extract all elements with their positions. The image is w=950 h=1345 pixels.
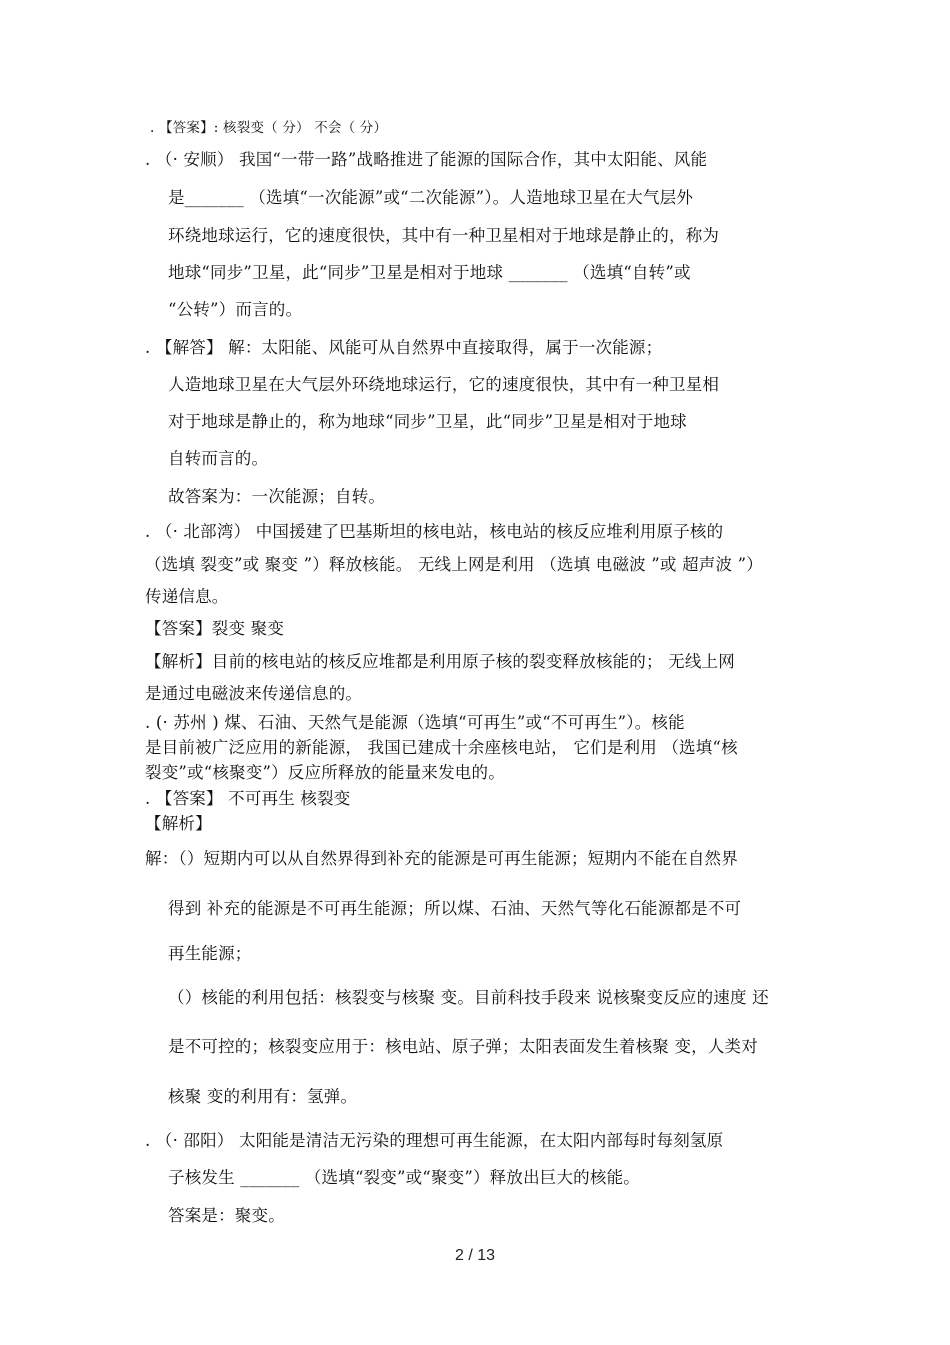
question-line: 是_______ （选填“一次能源”或“二次能源”）。人造地球卫星在大气层外 [168, 188, 694, 207]
analysis-heading: 【解析】 [145, 814, 212, 833]
analysis-line: （）核能的利用包括：核裂变与核聚 变。目前科技手段来 说核聚变反应的速度 还 [168, 988, 769, 1007]
question-line: 子核发生 _______ （选填“裂变”或“聚变”）释放出巨大的核能。 [168, 1168, 640, 1187]
question-line: 是目前被广泛应用的新能源， 我国已建成十余座核电站， 它们是利用 （选填“核 [145, 738, 738, 757]
question-line: . （· 安顺） 我国“一带一路”战略推进了能源的国际合作，其中太阳能、风能 [145, 150, 708, 169]
question-line: 传递信息。 [145, 587, 229, 606]
solution-line: 自转而言的。 [168, 449, 269, 468]
answer-line: 答案是：聚变。 [168, 1206, 285, 1225]
question-line: （选填 裂变”或 聚变 ”）释放核能。 无线上网是利用 （选填 电磁波 ”或 超声波 ”） [145, 555, 763, 574]
analysis-line: 【解析】目前的核电站的核反应堆都是利用原子核的裂变释放核能的； 无线上网 [145, 652, 735, 671]
analysis-line: 解：（）短期内可以从自然界得到补充的能源是可再生能源；短期内不能在自然界 [145, 849, 738, 868]
analysis-line: 是通过电磁波来传递信息的。 [145, 684, 363, 703]
answer-line: 【答案】裂变 聚变 [145, 619, 285, 638]
analysis-line: 再生能源； [168, 944, 252, 963]
question-line: . （· 邵阳） 太阳能是清洁无污染的理想可再生能源，在太阳内部每时每刻氢原 [145, 1131, 724, 1150]
question-line: 环绕地球运行，它的速度很快，其中有一种卫星相对于地球是静止的，称为 [168, 226, 720, 245]
question-line: . （· 北部湾） 中国援建了巴基斯坦的核电站，核电站的核反应堆利用原子核的 [145, 522, 724, 541]
analysis-line: 核聚 变的利用有：氢弹。 [168, 1087, 358, 1106]
analysis-line: 是不可控的；核裂变应用于：核电站、原子弹；太阳表面发生着核聚 变，人类对 [168, 1037, 758, 1056]
question-line: . (· 苏州 ) 煤、石油、天然气是能源（选填“可再生”或“不可再生”）。核能 [145, 713, 685, 732]
question-line: “公转”）而言的。 [168, 300, 303, 319]
question-line: 地球“同步”卫星，此“同步”卫星是相对于地球 _______ （选填“自转”或 [168, 263, 691, 282]
answer-line: 故答案为：一次能源；自转。 [168, 487, 386, 506]
question-line: 裂变”或“核聚变”）反应所释放的能量来发电的。 [145, 763, 505, 782]
answer-line: . 【答案】 不可再生 核裂变 [145, 789, 351, 808]
solution-line: 人造地球卫星在大气层外环绕地球运行，它的速度很快，其中有一种卫星相 [168, 375, 720, 394]
page-number: 2 / 13 [454, 1247, 496, 1264]
solution-line: 对于地球是静止的，称为地球“同步”卫星，此“同步”卫星是相对于地球 [168, 412, 687, 431]
answer-line: . 【答案】: 核裂变（ 分） 不会（ 分） [150, 120, 388, 136]
analysis-line: 得到 补充的能源是不可再生能源；所以煤、石油、天然气等化石能源都是不可 [168, 899, 742, 918]
solution-line: . 【解答】 解：太阳能、风能可从自然界中直接取得，属于一次能源； [145, 338, 663, 357]
